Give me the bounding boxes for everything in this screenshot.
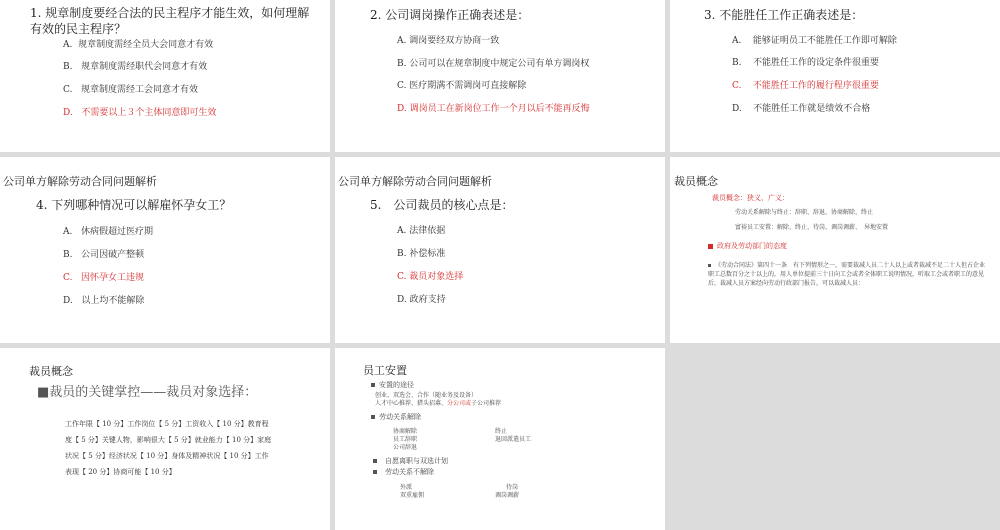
slide-title: 员工安置 bbox=[363, 364, 407, 377]
placement-line-2: 人才中心推荐、猎头招募、分公司或子公司推荐 bbox=[375, 400, 502, 407]
option-b: B. 公司可以在规章制度中规定公司有单方调岗权 bbox=[397, 59, 590, 69]
termination-item: 公司辞退 bbox=[393, 444, 418, 451]
termination-item: 终止 bbox=[495, 428, 508, 435]
retain-item: 外派 bbox=[400, 484, 413, 491]
question-5: 5. 公司裁员的核心点是： bbox=[370, 198, 514, 212]
placement-line-1: 创业、双选会、合作（随业务及设备） bbox=[375, 392, 478, 399]
concept-heading: 裁员概念：狭义、广义： bbox=[712, 194, 789, 202]
question-4: 4. 下列哪种情况可以解雇怀孕女工？ bbox=[36, 198, 232, 212]
option-d: D. 政府支持 bbox=[397, 295, 446, 305]
bullet-icon bbox=[373, 459, 377, 463]
question-1: 1. 规章制度要经合法的民主程序才能生效，如何理解有效的民主程序？ bbox=[30, 6, 310, 36]
option-a: A. 休病假超过医疗期 bbox=[63, 227, 153, 237]
concept-line-2: 富裕员工安置：解除、终止、待岗、调岗调薪、 异地安置 bbox=[735, 224, 889, 231]
key-control-heading: ■裁员的关键掌控——裁员对象选择： bbox=[37, 385, 258, 400]
bullet-icon bbox=[371, 383, 375, 387]
slide-7[interactable] bbox=[0, 348, 330, 530]
criteria-row: 工作年限【 10 分】工作岗位【 5 分】工资收入【 10 分】教育程 bbox=[65, 420, 269, 428]
slide-1[interactable] bbox=[0, 0, 330, 152]
criteria-row: 表现【 20 分】协商可能【 10 分】 bbox=[65, 468, 176, 476]
criteria-row: 度【 5 分】关键人物，影响很大【 5 分】就业能力【 10 分】家庭 bbox=[65, 436, 272, 444]
option-c-answer: C. 因怀孕女工违规 bbox=[63, 273, 145, 283]
bullet-icon bbox=[708, 264, 711, 267]
option-d-answer: D. 不需要以上３个主体同意即可生效 bbox=[63, 108, 217, 118]
option-b: B. 不能胜任工作的设定条件很重要 bbox=[732, 58, 879, 68]
section-placement-paths: 安置的途径 bbox=[371, 381, 414, 390]
retain-item: 待岗 bbox=[506, 484, 519, 491]
option-c: C. 规章制度需经工会同意才有效 bbox=[63, 85, 199, 95]
question-2: 2. 公司调岗操作正确表述是： bbox=[370, 8, 530, 22]
option-a: A. 能够证明员工不能胜任工作即可解除 bbox=[732, 36, 897, 46]
slide-3[interactable] bbox=[670, 0, 1000, 152]
criteria-row: 状况【 5 分】经济状况【 10 分】身体及精神状况【 10 分】工作 bbox=[65, 452, 269, 460]
slide-6[interactable] bbox=[670, 157, 1000, 343]
concept-line-1: 劳动关系解除与终止：辞职、辞退、协商解除、终止 bbox=[735, 209, 874, 216]
slide-title: 公司单方解除劳动合同问题解析 bbox=[3, 175, 157, 188]
government-heading: 政府及劳动部门的态度 bbox=[708, 242, 787, 251]
section-termination: 劳动关系解除 bbox=[371, 413, 421, 422]
slide-title: 裁员概念 bbox=[674, 175, 718, 188]
slide-4[interactable] bbox=[0, 157, 330, 343]
slide-title: 公司单方解除劳动合同问题解析 bbox=[338, 175, 492, 188]
termination-item: 退回派遣员工 bbox=[495, 436, 532, 443]
option-c-answer: C. 裁员对象选择 bbox=[397, 272, 464, 282]
option-c-answer: C. 不能胜任工作的履行程序很重要 bbox=[732, 81, 879, 91]
option-d-answer: D. 调岗员工在新岗位工作一个月以后不能再反悔 bbox=[397, 104, 590, 114]
bullet-icon bbox=[371, 415, 375, 419]
option-d: D. 不能胜任工作就是绩效不合格 bbox=[732, 104, 871, 114]
option-a: A. 规章制度需经全员大会同意才有效 bbox=[63, 40, 214, 50]
option-a: A. 调岗要经双方协商一致 bbox=[397, 36, 500, 46]
slide-title: 裁员概念 bbox=[29, 365, 73, 378]
section-no-termination: 劳动关系不解除 bbox=[373, 468, 434, 477]
bullet-icon bbox=[708, 244, 713, 249]
option-b: B. 规章制度需经职代会同意才有效 bbox=[63, 62, 208, 72]
option-a: A. 法律依据 bbox=[397, 226, 446, 236]
law-paragraph: 《劳动合同法》第四十一条 有下列情形之一，需要裁减人员二十人以上或者裁减不足二十人但占企业职工总数百分之十以上的，用人单位提前三十日向工会或者全体职工说明情况，听取工会或者职工的意见后，裁减人员方案经向劳动行政部门报告，可以裁减人员： bbox=[708, 262, 986, 287]
option-b: B. 补偿标准 bbox=[397, 249, 446, 259]
slide-8[interactable] bbox=[335, 348, 665, 530]
termination-item: 协商解除 bbox=[393, 428, 418, 435]
option-b: B. 公司因破产整顿 bbox=[63, 250, 145, 260]
question-3: 3. 不能胜任工作正确表述是： bbox=[704, 8, 864, 22]
retain-item: 双重雇佣 bbox=[400, 492, 425, 499]
retain-item: 调岗调薪 bbox=[495, 492, 520, 499]
option-d: D. 以上均不能解除 bbox=[63, 296, 145, 306]
slide-2[interactable] bbox=[335, 0, 665, 152]
bullet-icon bbox=[373, 470, 377, 474]
section-voluntary: 自愿离职与双选计划 bbox=[373, 457, 448, 466]
termination-item: 员工辞职 bbox=[393, 436, 418, 443]
slide-5[interactable] bbox=[335, 157, 665, 343]
option-c: C. 医疗期满不需调岗可直接解除 bbox=[397, 81, 527, 91]
